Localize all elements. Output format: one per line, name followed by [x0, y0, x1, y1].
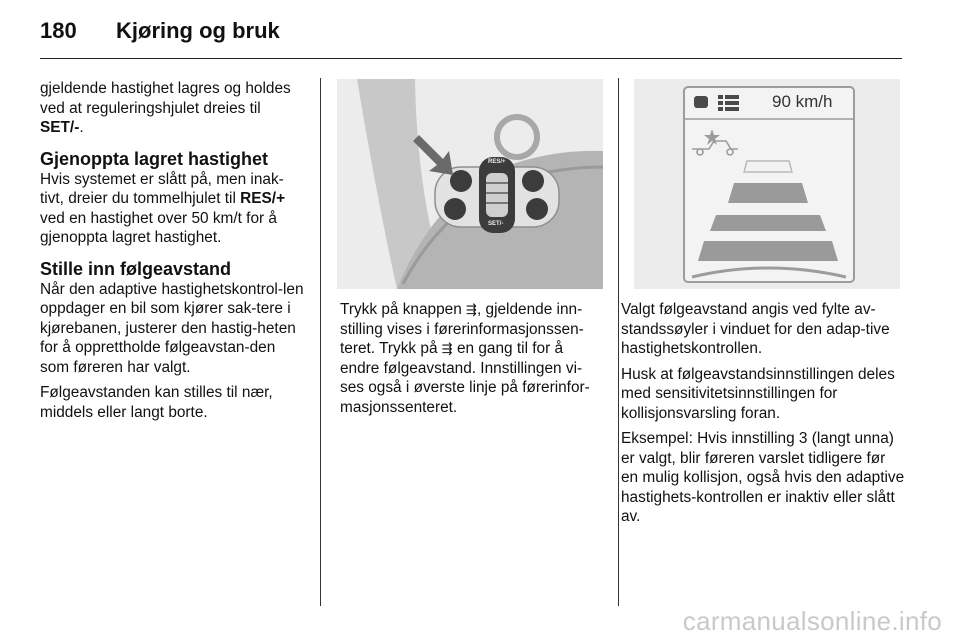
column-middle	[340, 300, 604, 423]
paragraph: Hvis systemet er slått på, men inak-tivt, dreier du tommelhjulet til RES/+ ved en hastighet over 50 km/t for å gjenoppta lagret hastighet.	[40, 170, 286, 246]
paragraph: Når den adaptive hastighetskontrol-len oppdager en bil som kjører sak-tere i kjørebanen, justerer den hastig-heten for å opprettholde følgeavstan-den som føreren har valgt.	[40, 280, 304, 376]
display-illustration	[634, 79, 900, 289]
driver-info-display-figure	[634, 79, 900, 289]
section-heading: Gjenoppta lagret hastighet	[40, 148, 269, 169]
column-left	[40, 79, 306, 428]
follow-distance-icon: ⇶	[441, 341, 453, 356]
paragraph: Følgeavstanden kan stilles til nær, middels eller langt borte.	[40, 384, 273, 421]
page-header	[40, 14, 902, 59]
paragraph: Eksempel: Hvis innstilling 3 (langt unna) er valgt, blir føreren varslet tidligere før en mulig kollisjon, også hvis den adaptive hastighets-kontrollen er inaktiv eller slått av.	[621, 430, 905, 525]
column-right	[621, 300, 906, 533]
page-number: 180	[40, 18, 77, 43]
steering-wheel-illustration	[337, 79, 603, 289]
paragraph: Valgt følgeavstand angis ved fylte av-standssøyler i vinduet for den adap-tive hastighetskontrollen.	[621, 301, 890, 357]
follow-distance-icon: ⇶	[466, 302, 477, 317]
column-divider	[618, 78, 619, 606]
speed-readout: 90 km/h	[772, 92, 833, 111]
watermark: carmanualsonline.info	[682, 606, 942, 636]
steering-wheel-figure	[337, 79, 603, 289]
paragraph: Trykk på knappen ⇶, gjeldende inn-stilling vises i førerinformasjonssen-teret. Trykk på ⇶ en gang til for å endre følgeavstand. Innstillingen vi-ses også i øverste linje på førerinfor-masjonssenteret.	[340, 301, 590, 416]
paragraph: gjeldende hastighet lagres og holdes ved at reguleringshjulet dreies til SET/-.	[40, 80, 291, 136]
column-divider	[320, 78, 321, 606]
set-label: SET/-	[488, 221, 504, 227]
section-heading: Stille inn følgeavstand	[40, 258, 232, 279]
paragraph: Husk at følgeavstandsinnstillingen deles med sensitivitetsinnstillingen for kollisjonsvarsling foran.	[621, 365, 895, 422]
res-label: RES/+	[488, 159, 506, 165]
chapter-title: Kjøring og bruk	[116, 18, 280, 43]
